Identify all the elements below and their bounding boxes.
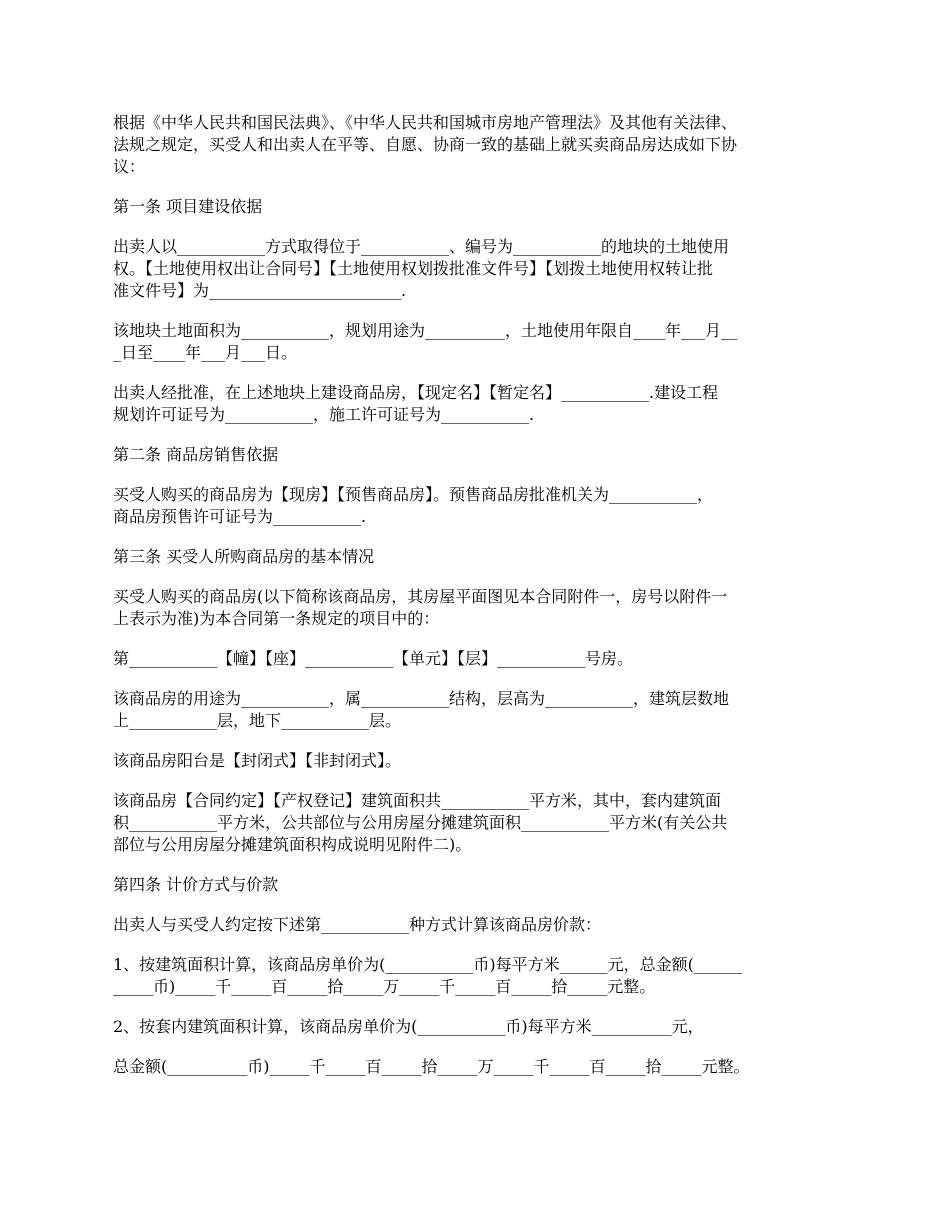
pricing-option2-paragraph [113,1016,848,1038]
balcony-paragraph [113,750,848,772]
text-line: 该地块土地面积为___________，规划用途为__________，土地使用年限自____年___月__ [113,321,738,340]
text-line: 权。【土地使用权出让合同号】【土地使用权划拨批准文件号】【划拨土地使用权转让批 [113,259,714,278]
text-line: 该商品房【合同约定】【产权登记】建筑面积共___________平方米，其中，套内建筑面 [113,791,722,810]
intro-paragraph [113,112,848,178]
text-line: 规划许可证号为___________，施工许可证号为___________. [113,405,535,424]
article2-heading [113,444,848,466]
text-line: 出卖人以___________方式取得位于___________、编号为___________的地块的土地使用 [113,237,730,256]
text-line: 部位与公用房屋分摊建筑面积构成说明见附件二)。 [113,835,472,854]
heading-text: 第三条 买受人所购商品房的基本情况 [113,547,375,566]
article3-heading [113,546,848,568]
text-line: 出卖人经批准，在上述地块上建设商品房，【现定名】【暂定名】___________.建设工程 [113,383,719,402]
pricing-method-paragraph [113,914,848,936]
heading-text: 第二条 商品房销售依据 [113,445,279,464]
text-line: 上___________层，地下___________层。 [113,711,402,730]
pricing-option1-paragraph [113,954,848,998]
text-line: 总金额(__________币)_____千_____百_____拾_____万_____千_____百_____拾_____元整。 [113,1057,750,1076]
text-line: 第___________【幢】【座】___________【单元】【层】___________号房。 [113,649,634,668]
heading-text: 第四条 计价方式与价款 [113,875,279,894]
construction-approval-paragraph [113,382,848,426]
text-line: 出卖人与买受人约定按下述第___________种方式计算该商品房价款： [113,915,602,934]
text-line: 1、按建筑面积计算，该商品房单价为(___________币)每平方米______元，总金额(______ [113,955,742,974]
text-line: 该商品房的用途为___________，属___________结构，层高为___________，建筑层数地 [113,689,730,708]
text-line: 上表示为准)为本合同第一条规定的项目中的： [113,609,440,628]
text-line: 商品房预售许可证号为___________. [113,507,367,526]
heading-text: 第一条 项目建设依据 [113,197,263,216]
land-acquisition-paragraph [113,236,848,302]
text-line: 该商品房阳台是【封闭式】【非封闭式】。 [113,751,402,770]
text-line: _日至____年___月___日。 [113,343,298,362]
property-description-paragraph [113,586,848,630]
text-line: 2、按套内建筑面积计算，该商品房单价为(___________币)每平方米__________元， [113,1017,704,1036]
text-line: 准文件号】为________________________. [113,281,407,300]
floor-area-paragraph [113,790,848,856]
text-line: 买受人购买的商品房为【现房】【预售商品房】。预售商品房批准机关为___________， [113,485,714,504]
article4-heading [113,874,848,896]
text-line: 根据《中华人民共和国民法典》、《中华人民共和国城市房地产管理法》及其他有关法律、 [113,113,738,132]
pricing-option2-total-paragraph [113,1056,848,1078]
land-area-paragraph [113,320,848,364]
text-line: 积___________平方米，公共部位与公用房屋分摊建筑面积___________平方米(有关公共 [113,813,728,832]
unit-number-paragraph [113,648,848,670]
text-line: 法规之规定，买受人和出卖人在平等、自愿、协商一致的基础上就买卖商品房达成如下协 [113,135,738,154]
article1-heading [113,196,848,218]
property-usage-paragraph [113,688,848,732]
contract-page [113,112,848,1096]
sale-basis-paragraph [113,484,848,528]
text-line: 买受人购买的商品房(以下简称该商品房，其房屋平面图见本合同附件一，房号以附件一 [113,587,728,606]
text-line: _____币)_____千_____百_____拾_____万_____千_____百_____拾_____元整。 [113,977,656,996]
text-line: 议： [113,157,146,176]
